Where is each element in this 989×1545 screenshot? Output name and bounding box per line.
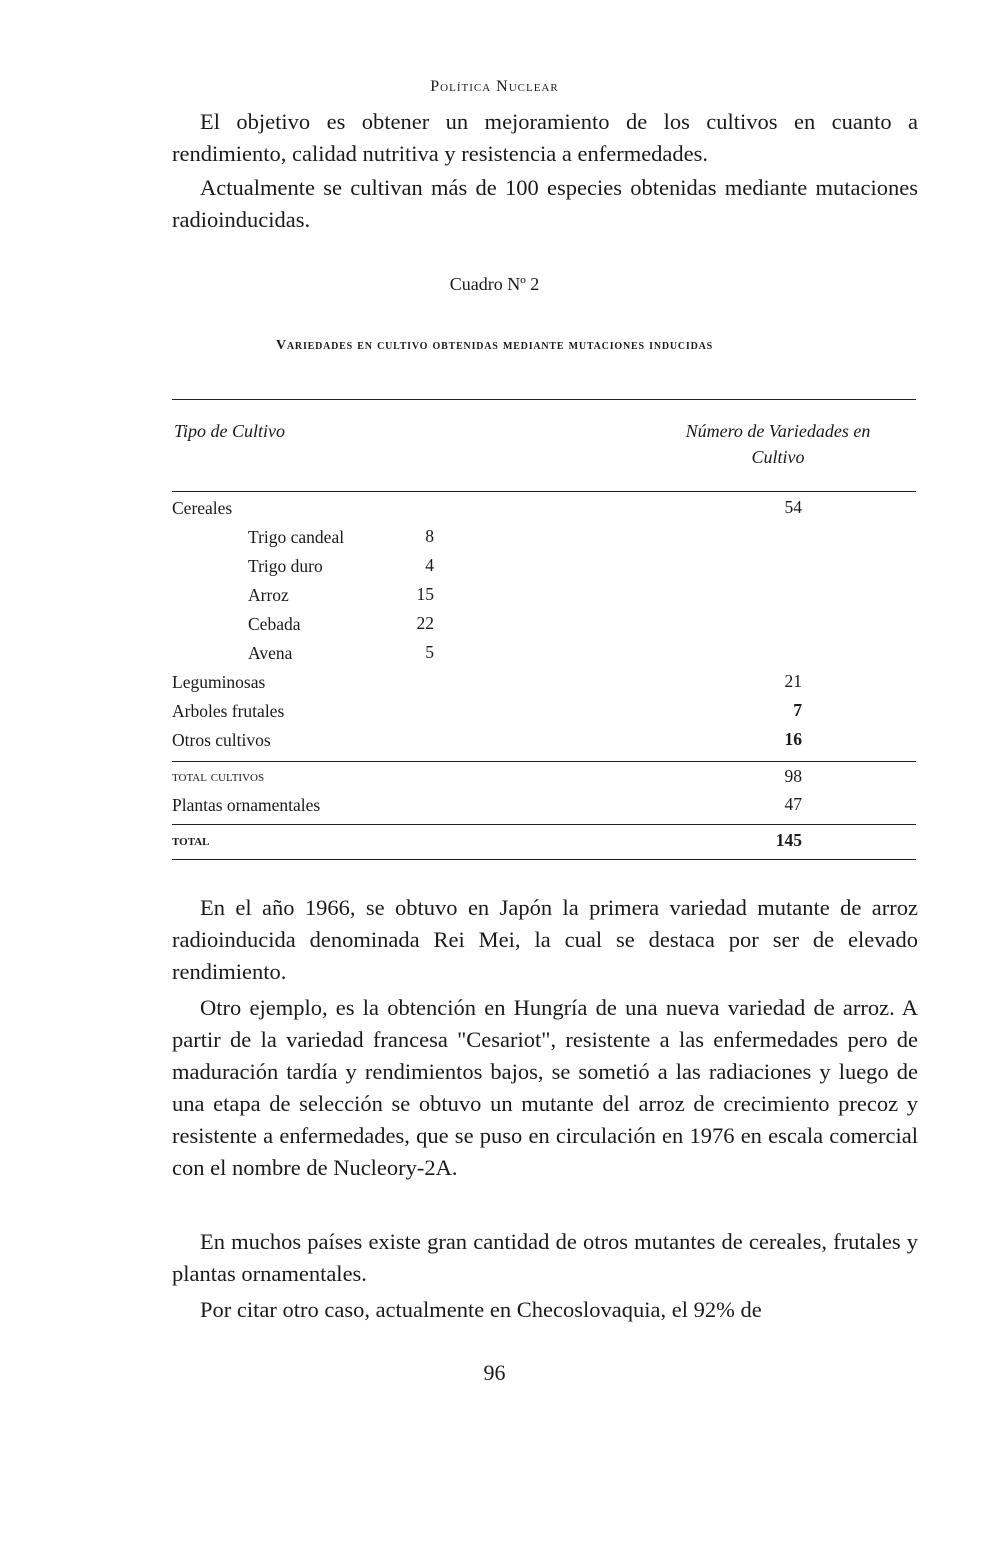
table-title: Variedades en cultivo obtenidas mediante mutaciones inducidas <box>276 338 713 353</box>
table-row-label: Otros cultivos <box>172 730 271 750</box>
paragraph-hungary-rice: Otro ejemplo, es la obtención en Hungría de una nueva variedad de arroz. A partir de la variedad francesa "Cesariot", resistente a las enfermedades pero de maduración tardía y rendimientos bajos, se sometió a las radiaciones y luego de una etapa de selección se obtuvo un mutante del arroz de crecimiento precoz y resistente a enfermedades, que se puso en circulación en 1976 en escala comercial con el nombre de Nucleory-2A. <box>172 995 918 1180</box>
table-subrow-label: Trigo duro <box>248 556 323 576</box>
table-subrow-value: 4 <box>425 555 434 575</box>
column-header-variety-count-line2: Cultivo <box>751 447 805 467</box>
table-subrow-value: 22 <box>416 613 434 633</box>
table-subrow-label: Cebada <box>248 614 301 634</box>
table-row-label: Arboles frutales <box>172 701 285 721</box>
table-row-total: 7 <box>793 700 802 720</box>
table-subrow-value: 15 <box>416 584 434 604</box>
grand-total-label: total <box>172 833 210 849</box>
column-header-variety-count-line1: Número de Variedades en <box>685 421 871 441</box>
table-row-label: Leguminosas <box>172 672 266 692</box>
paragraph-other-mutants: En muchos países existe gran cantidad de otros mutantes de cereales, frutales y plantas ornamentales. <box>172 1229 918 1286</box>
ornamentales-value: 47 <box>784 794 802 814</box>
table-row-label: Cereales <box>172 498 233 518</box>
table-subrow-value: 8 <box>425 526 434 546</box>
paragraph-japan-rice: En el año 1966, se obtuvo en Japón la primera variedad mutante de arroz radioinducida denominada Rei Mei, la cual se destaca por ser de elevado rendimiento. <box>172 895 918 984</box>
paragraph-objective: El objetivo es obtener un mejoramiento de los cultivos en cuanto a rendimiento, calidad nutritiva y resistencia a enfermedades. <box>172 109 918 166</box>
table-row-total: 16 <box>784 729 802 749</box>
table-row-total: 54 <box>784 497 802 517</box>
table-subrow-value: 5 <box>425 642 434 662</box>
paragraph-species-count: Actualmente se cultivan más de 100 especies obtenidas mediante mutaciones radioinducidas. <box>172 175 918 232</box>
total-cultivos-label: total cultivos <box>172 769 265 785</box>
table-bottom-rule <box>172 859 916 860</box>
header-bottom-rule <box>172 491 916 492</box>
subtotal-rule <box>172 761 916 762</box>
total-rule <box>172 824 916 825</box>
table-caption: Cuadro Nº 2 <box>449 274 540 294</box>
total-cultivos-value: 98 <box>784 766 802 786</box>
table-subrow-label: Trigo candeal <box>248 527 345 547</box>
column-header-crop-type: Tipo de Cultivo <box>174 421 286 441</box>
column-header-variety-count <box>640 418 916 470</box>
table-row-total: 21 <box>784 671 802 691</box>
table-subrow-label: Avena <box>248 643 293 663</box>
paragraph-czechoslovakia: Por citar otro caso, actualmente en Checoslovaquia, el 92% de <box>200 1297 762 1322</box>
table-subrow-label: Arroz <box>248 585 289 605</box>
grand-total-value: 145 <box>775 830 802 850</box>
running-header: Política Nuclear <box>430 78 559 95</box>
ornamentales-label: Plantas ornamentales <box>172 795 321 815</box>
table-top-rule <box>172 399 916 400</box>
page-number: 96 <box>483 1360 506 1385</box>
